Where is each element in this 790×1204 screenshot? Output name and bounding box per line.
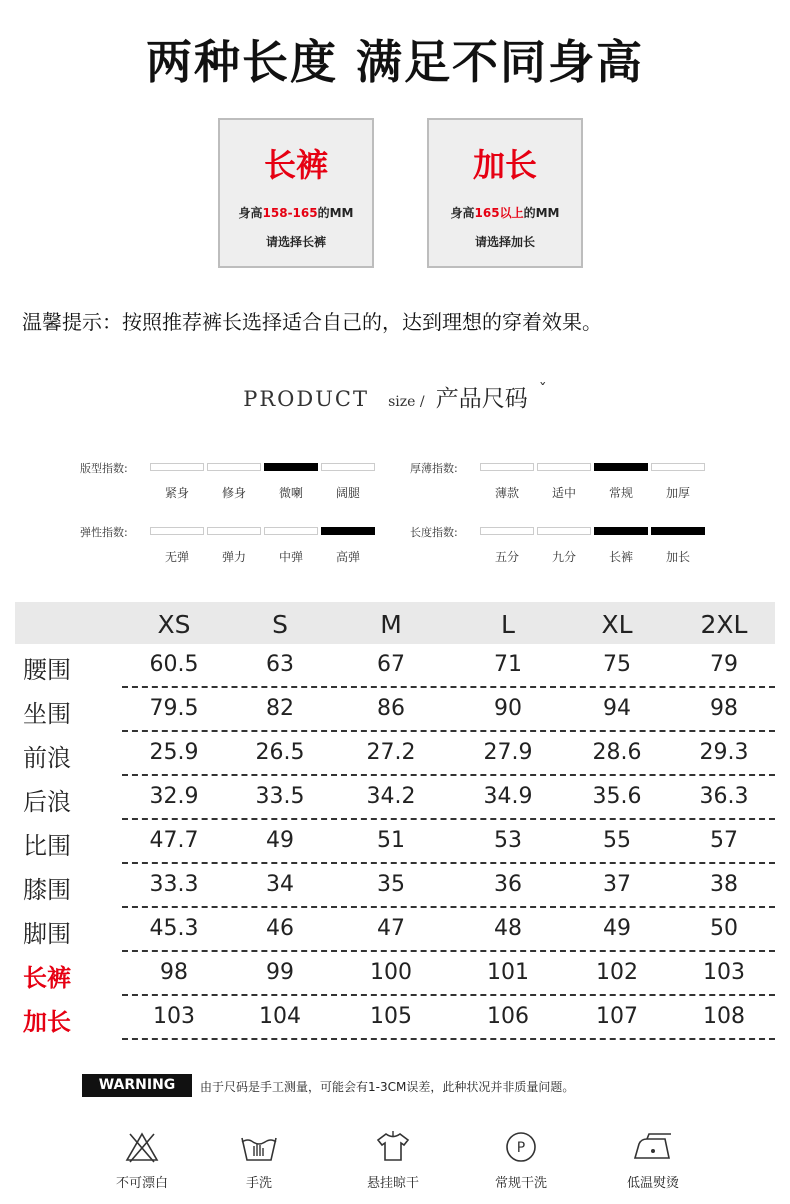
size-header-xs: XS: [157, 610, 191, 639]
table-cell: 37: [603, 872, 631, 897]
care-low-iron: [608, 1130, 698, 1191]
table-cell: 63: [266, 652, 294, 677]
size-header-m: M: [380, 610, 402, 639]
table-cell: 99: [266, 960, 294, 985]
row-label: 后浪: [23, 788, 71, 816]
table-cell: 34.9: [483, 784, 533, 809]
scale-option: 紧身: [164, 486, 189, 500]
care-label: 手洗: [245, 1176, 272, 1191]
care-no-bleach: [97, 1130, 187, 1191]
table-cell: 28.6: [592, 740, 642, 765]
table-cell: 55: [603, 828, 631, 853]
low-iron-icon: [608, 1130, 698, 1164]
table-cell: 25.9: [149, 740, 199, 765]
table-row: [15, 908, 775, 952]
row-label: 腰围: [23, 656, 71, 684]
row-divider: [122, 1038, 775, 1040]
scale-label: 长度指数:: [410, 526, 458, 539]
table-cell: 94: [603, 696, 631, 721]
hang-dry-icon: [348, 1130, 438, 1164]
scale-option: 五分: [494, 550, 519, 564]
row-label: 长裤: [23, 964, 71, 992]
table-row: [15, 688, 775, 732]
table-cell: 103: [703, 960, 745, 985]
row-label: 脚围: [23, 920, 71, 948]
table-row: [15, 776, 775, 820]
scale-option: 无弹: [164, 550, 189, 564]
care-label: 悬挂晾干: [366, 1176, 419, 1191]
table-cell: 27.2: [366, 740, 416, 765]
table-row: [15, 644, 775, 688]
size-table-header: [15, 602, 775, 644]
table-cell: 50: [710, 916, 738, 941]
size-header-2xl: 2XL: [700, 610, 748, 639]
table-row: [15, 864, 775, 908]
scale-segment: [150, 463, 204, 471]
table-row: [15, 820, 775, 864]
table-cell: 46: [266, 916, 294, 941]
length-card-title: 长裤: [263, 146, 328, 184]
scale-segment: [264, 463, 318, 471]
scale-segment: [594, 527, 648, 535]
product-word: PRODUCT: [243, 387, 369, 411]
scale-option: 阔腿: [335, 486, 360, 500]
table-cell: 108: [703, 1004, 745, 1029]
dry-clean-icon: [476, 1130, 566, 1164]
product-size-heading: [0, 380, 790, 413]
scale-segment: [651, 527, 705, 535]
scale-segment: [321, 527, 375, 535]
table-cell: 34.2: [366, 784, 416, 809]
table-cell: 90: [494, 696, 522, 721]
scale-option: 常规: [608, 486, 633, 500]
scale-option: 加长: [665, 550, 690, 564]
care-label: 常规干洗: [494, 1176, 547, 1191]
chevron-down-icon: ˇ: [538, 380, 547, 399]
scale-segment: [207, 463, 261, 471]
scale-option: 高弹: [335, 550, 360, 564]
table-cell: 47.7: [149, 828, 199, 853]
scale-segment: [207, 527, 261, 535]
scale-label: 弹性指数:: [80, 526, 128, 539]
size-table: [15, 602, 775, 1040]
table-cell: 47: [377, 916, 405, 941]
length-card-advice: 请选择长裤: [265, 235, 326, 249]
scale-option: 九分: [551, 550, 576, 564]
scale-segment: [264, 527, 318, 535]
scale-label: 版型指数:: [80, 462, 128, 475]
table-row: [15, 996, 775, 1040]
table-cell: 29.3: [699, 740, 749, 765]
table-cell: 49: [603, 916, 631, 941]
table-cell: 33.3: [149, 872, 199, 897]
table-cell: 26.5: [255, 740, 305, 765]
scale-segment: [480, 527, 534, 535]
row-label: 坐围: [23, 700, 71, 728]
table-cell: 33.5: [255, 784, 305, 809]
table-cell: 86: [377, 696, 405, 721]
table-cell: 67: [377, 652, 405, 677]
care-label: 不可漂白: [115, 1176, 168, 1191]
table-row: [15, 952, 775, 996]
scale-segment: [651, 463, 705, 471]
table-cell: 107: [596, 1004, 638, 1029]
scale-segment: [537, 463, 591, 471]
fitting-tip: 温馨提示：按照推荐裤长选择适合自己的，达到理想的穿着效果。: [22, 310, 602, 334]
length-card-extended: [427, 118, 583, 268]
table-cell: 79: [710, 652, 738, 677]
table-cell: 75: [603, 652, 631, 677]
scale-option: 长裤: [608, 550, 633, 564]
scale-label: 厚薄指数:: [410, 462, 458, 475]
scale-segment: [150, 527, 204, 535]
scale-segment: [594, 463, 648, 471]
length-card-height: 身高165以上的MM: [450, 206, 560, 220]
table-cell: 57: [710, 828, 738, 853]
no-bleach-icon: [97, 1130, 187, 1164]
row-label: 膝围: [23, 876, 71, 904]
table-cell: 79.5: [149, 696, 199, 721]
scale-option: 适中: [551, 486, 576, 500]
size-header-xl: XL: [601, 610, 633, 639]
table-cell: 32.9: [149, 784, 199, 809]
table-cell: 102: [596, 960, 638, 985]
size-header-s: S: [272, 610, 288, 639]
scale-segment: [321, 463, 375, 471]
table-row: [15, 732, 775, 776]
table-cell: 104: [259, 1004, 301, 1029]
size-word: size /: [388, 394, 425, 410]
table-cell: 27.9: [483, 740, 533, 765]
row-label: 前浪: [23, 744, 71, 772]
svg-text:P: P: [516, 1140, 526, 1156]
table-cell: 36.3: [699, 784, 749, 809]
length-card-height: 身高158-165的MM: [238, 206, 354, 220]
table-cell: 53: [494, 828, 522, 853]
scale-option: 修身: [221, 486, 246, 500]
table-cell: 103: [153, 1004, 195, 1029]
care-hang-dry: [348, 1130, 438, 1191]
row-label: 比围: [23, 832, 71, 860]
care-label: 低温熨烫: [626, 1176, 679, 1191]
table-cell: 71: [494, 652, 522, 677]
size-title-cn: 产品尺码: [435, 386, 528, 412]
scale-option: 薄款: [494, 486, 519, 500]
table-cell: 105: [370, 1004, 412, 1029]
scale-segment: [537, 527, 591, 535]
table-cell: 82: [266, 696, 294, 721]
scale-option: 中弹: [278, 550, 303, 564]
table-cell: 100: [370, 960, 412, 985]
table-cell: 101: [487, 960, 529, 985]
row-label: 加长: [23, 1008, 71, 1036]
table-cell: 106: [487, 1004, 529, 1029]
table-cell: 98: [160, 960, 188, 985]
table-cell: 48: [494, 916, 522, 941]
length-card-long: [218, 118, 374, 268]
scale-option: 微喇: [278, 486, 303, 500]
table-cell: 36: [494, 872, 522, 897]
warning-badge: WARNING: [82, 1074, 192, 1097]
table-cell: 35.6: [592, 784, 642, 809]
table-cell: 45.3: [149, 916, 199, 941]
table-cell: 49: [266, 828, 294, 853]
scale-option: 加厚: [665, 486, 690, 500]
table-cell: 34: [266, 872, 294, 897]
page-headline: 两种长度 满足不同身高: [145, 35, 644, 89]
table-cell: 98: [710, 696, 738, 721]
size-header-l: L: [501, 610, 515, 639]
length-card-title: 加长: [472, 146, 537, 184]
table-cell: 35: [377, 872, 405, 897]
scale-segment: [480, 463, 534, 471]
table-cell: 60.5: [149, 652, 199, 677]
length-card-advice: 请选择加长: [474, 235, 535, 249]
hand-wash-icon: [214, 1130, 304, 1164]
care-dry-clean: [476, 1130, 566, 1191]
warning-text: 由于尺码是手工测量，可能会有1-3CM误差，此种状况并非质量问题。: [200, 1080, 575, 1094]
table-cell: 51: [377, 828, 405, 853]
size-table-body: [15, 644, 775, 1040]
table-cell: 38: [710, 872, 738, 897]
scale-option: 弹力: [221, 550, 246, 564]
care-hand-wash: [214, 1130, 304, 1191]
